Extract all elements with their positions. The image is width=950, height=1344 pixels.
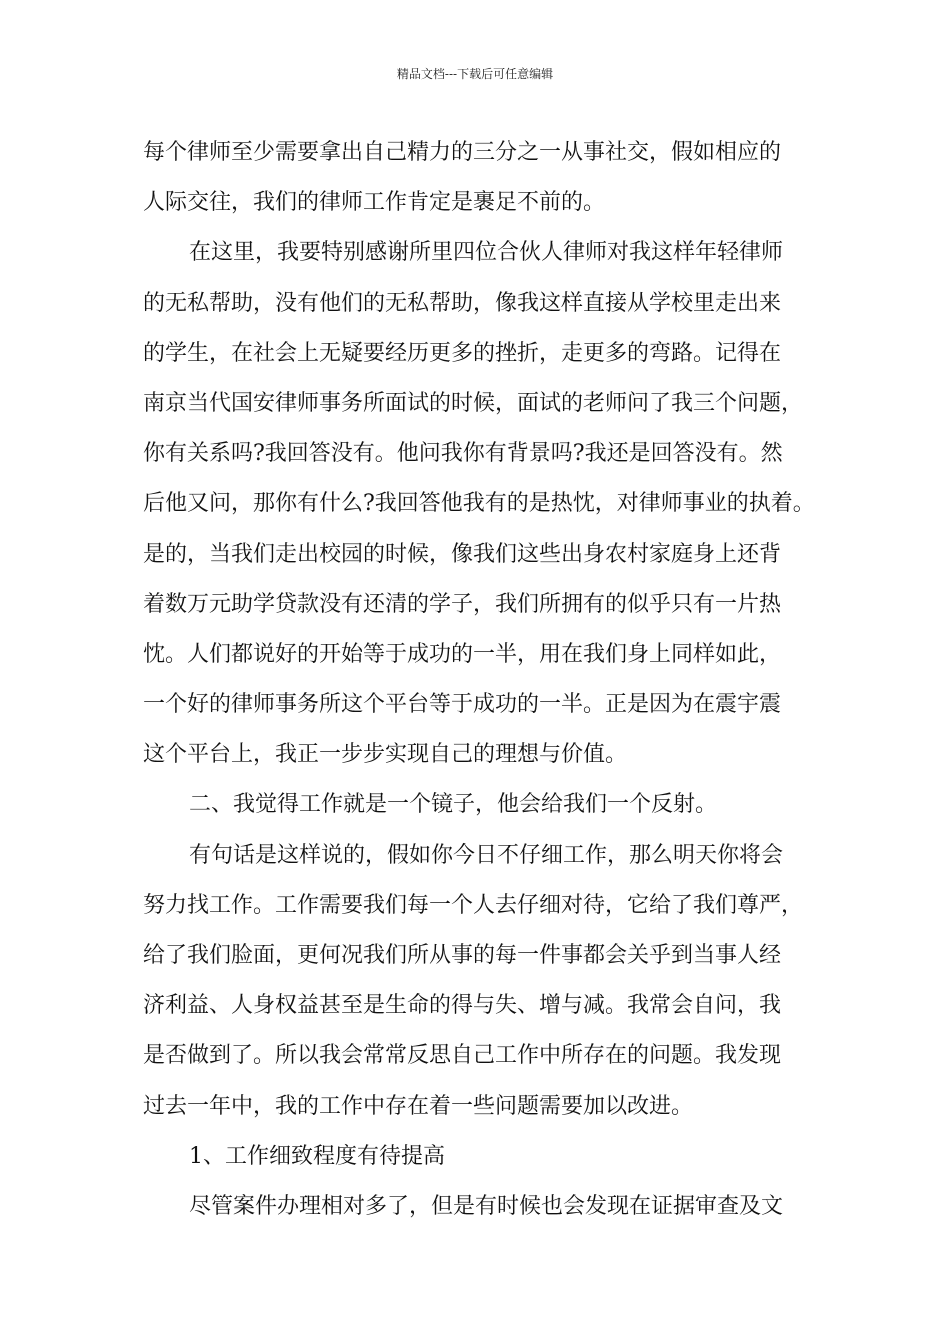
text-line: 忱。人们都说好的开始等于成功的一半，用在我们身上同样如此， (143, 641, 782, 667)
text-line: 这个平台上，我正一步步实现自己的理想与价值。 (143, 742, 628, 768)
text-line: 后他又问，那你有什么?我回答他我有的是热忱，对律师事业的执着。 (143, 491, 815, 517)
text-line: 一个好的律师事务所这个平台等于成功的一半。正是因为在震宇震 (143, 692, 782, 718)
text-line: 济利益、人身权益甚至是生命的得与失、增与减。我常会自问，我 (143, 993, 782, 1019)
text-line: 你有关系吗?我回答没有。他问我你有背景吗?我还是回答没有。然 (143, 441, 783, 467)
section-heading: 二、我觉得工作就是一个镜子，他会给我们一个反射。 (189, 792, 718, 818)
subsection-heading: 1、工作细致程度有待提高 (189, 1143, 445, 1169)
text-line: 有句话是这样说的，假如你今日不仔细工作，那么明天你将会 (189, 842, 784, 868)
page-header: 精品文档---下载后可任意编辑 (396, 67, 554, 81)
text-line: 的无私帮助，没有他们的无私帮助，像我这样直接从学校里走出来 (143, 290, 782, 316)
text-line: 每个律师至少需要拿出自己精力的三分之一从事社交，假如相应的 (143, 140, 782, 165)
text-line: 是的，当我们走出校园的时候，像我们这些出身农村家庭身上还背 (143, 541, 782, 567)
text-line: 给了我们脸面，更何况我们所从事的每一件事都会关乎到当事人经 (143, 943, 782, 968)
document-body (143, 128, 823, 1232)
text-line: 在这里，我要特别感谢所里四位合伙人律师对我这样年轻律师 (189, 240, 784, 266)
text-line: 南京当代国安律师事务所面试的时候，面试的老师问了我三个问题， (143, 390, 804, 416)
text-line: 是否做到了。所以我会常常反思自己工作中所存在的问题。我发现 (143, 1043, 782, 1069)
text-line: 过去一年中，我的工作中存在着一些问题需要加以改进。 (143, 1093, 694, 1119)
text-line: 尽管案件办理相对多了，但是有时候也会发现在证据审查及文 (189, 1193, 784, 1219)
text-line: 人际交往，我们的律师工作肯定是裹足不前的。 (143, 190, 606, 216)
text-line: 的学生，在社会上无疑要经历更多的挫折，走更多的弯路。记得在 (143, 340, 782, 366)
text-line: 努力找工作。工作需要我们每一个人去仔细对待，它给了我们尊严， (143, 892, 804, 918)
text-line: 着数万元助学贷款没有还清的学子，我们所拥有的似乎只有一片热 (143, 591, 782, 617)
